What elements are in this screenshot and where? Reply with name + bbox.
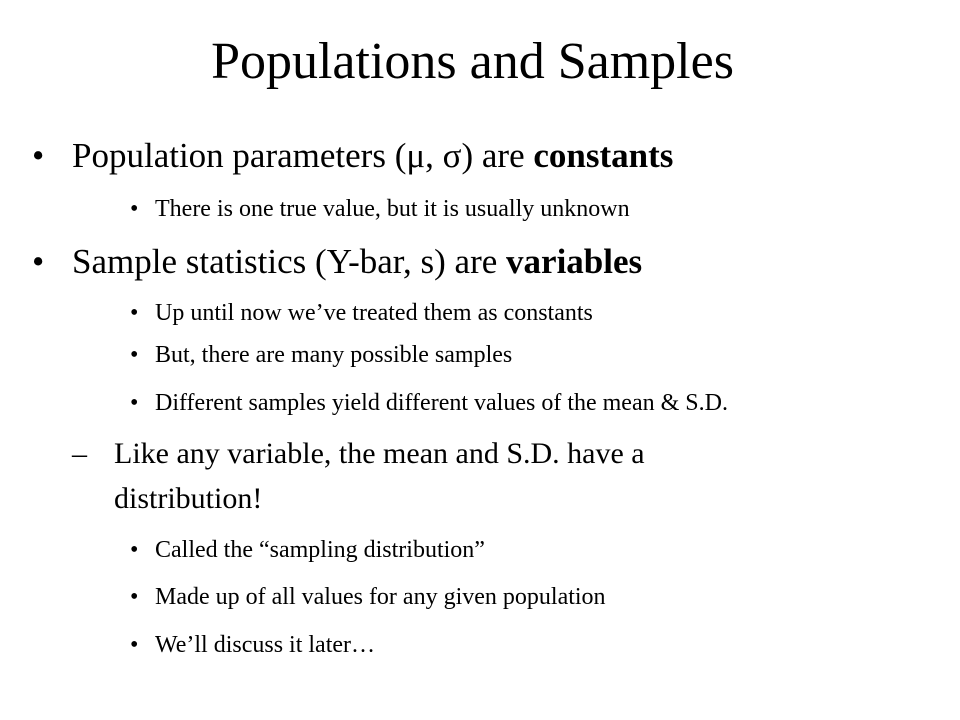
slide-title: Populations and Samples xyxy=(211,33,734,90)
sub-bullet-marker: • xyxy=(130,584,139,610)
bullet-emphasis: variables xyxy=(506,242,643,281)
bullet-population-parameters xyxy=(72,134,673,178)
sub-bullet-one-true-value: There is one true value, but it is usually unknown xyxy=(155,196,630,222)
sub-bullet-many-samples: But, there are many possible samples xyxy=(155,342,513,368)
sub-bullet-discuss-later: We’ll discuss it later… xyxy=(155,632,376,658)
sub-bullet-marker: • xyxy=(130,390,139,416)
sub-bullet-marker: • xyxy=(130,196,139,222)
sub-bullet-different-values: Different samples yield different values of the mean & S.D. xyxy=(155,390,728,416)
sub-bullet-marker: • xyxy=(130,537,139,563)
bullet-text: Sample statistics (Y-bar, s) are xyxy=(72,242,507,281)
dash-item-line-1: Like any variable, the mean and S.D. have a xyxy=(114,437,645,470)
sub-bullet-all-values: Made up of all values for any given population xyxy=(155,584,606,610)
sub-bullet-marker: • xyxy=(130,342,139,368)
bullet-marker: • xyxy=(32,242,45,281)
sub-bullet-marker: • xyxy=(130,632,139,658)
bullet-emphasis: constants xyxy=(533,136,674,175)
sub-bullet-treated-as-constants: Up until now we’ve treated them as constants xyxy=(155,300,593,326)
bullet-marker: • xyxy=(32,136,45,175)
bullet-text: Population parameters (μ, σ) are xyxy=(72,136,534,175)
bullet-sample-statistics xyxy=(72,240,642,284)
sub-bullet-sampling-distribution: Called the “sampling distribution” xyxy=(155,537,485,563)
sub-bullet-marker: • xyxy=(130,300,139,326)
dash-marker: – xyxy=(72,437,87,470)
dash-item-line-2: distribution! xyxy=(114,482,263,515)
